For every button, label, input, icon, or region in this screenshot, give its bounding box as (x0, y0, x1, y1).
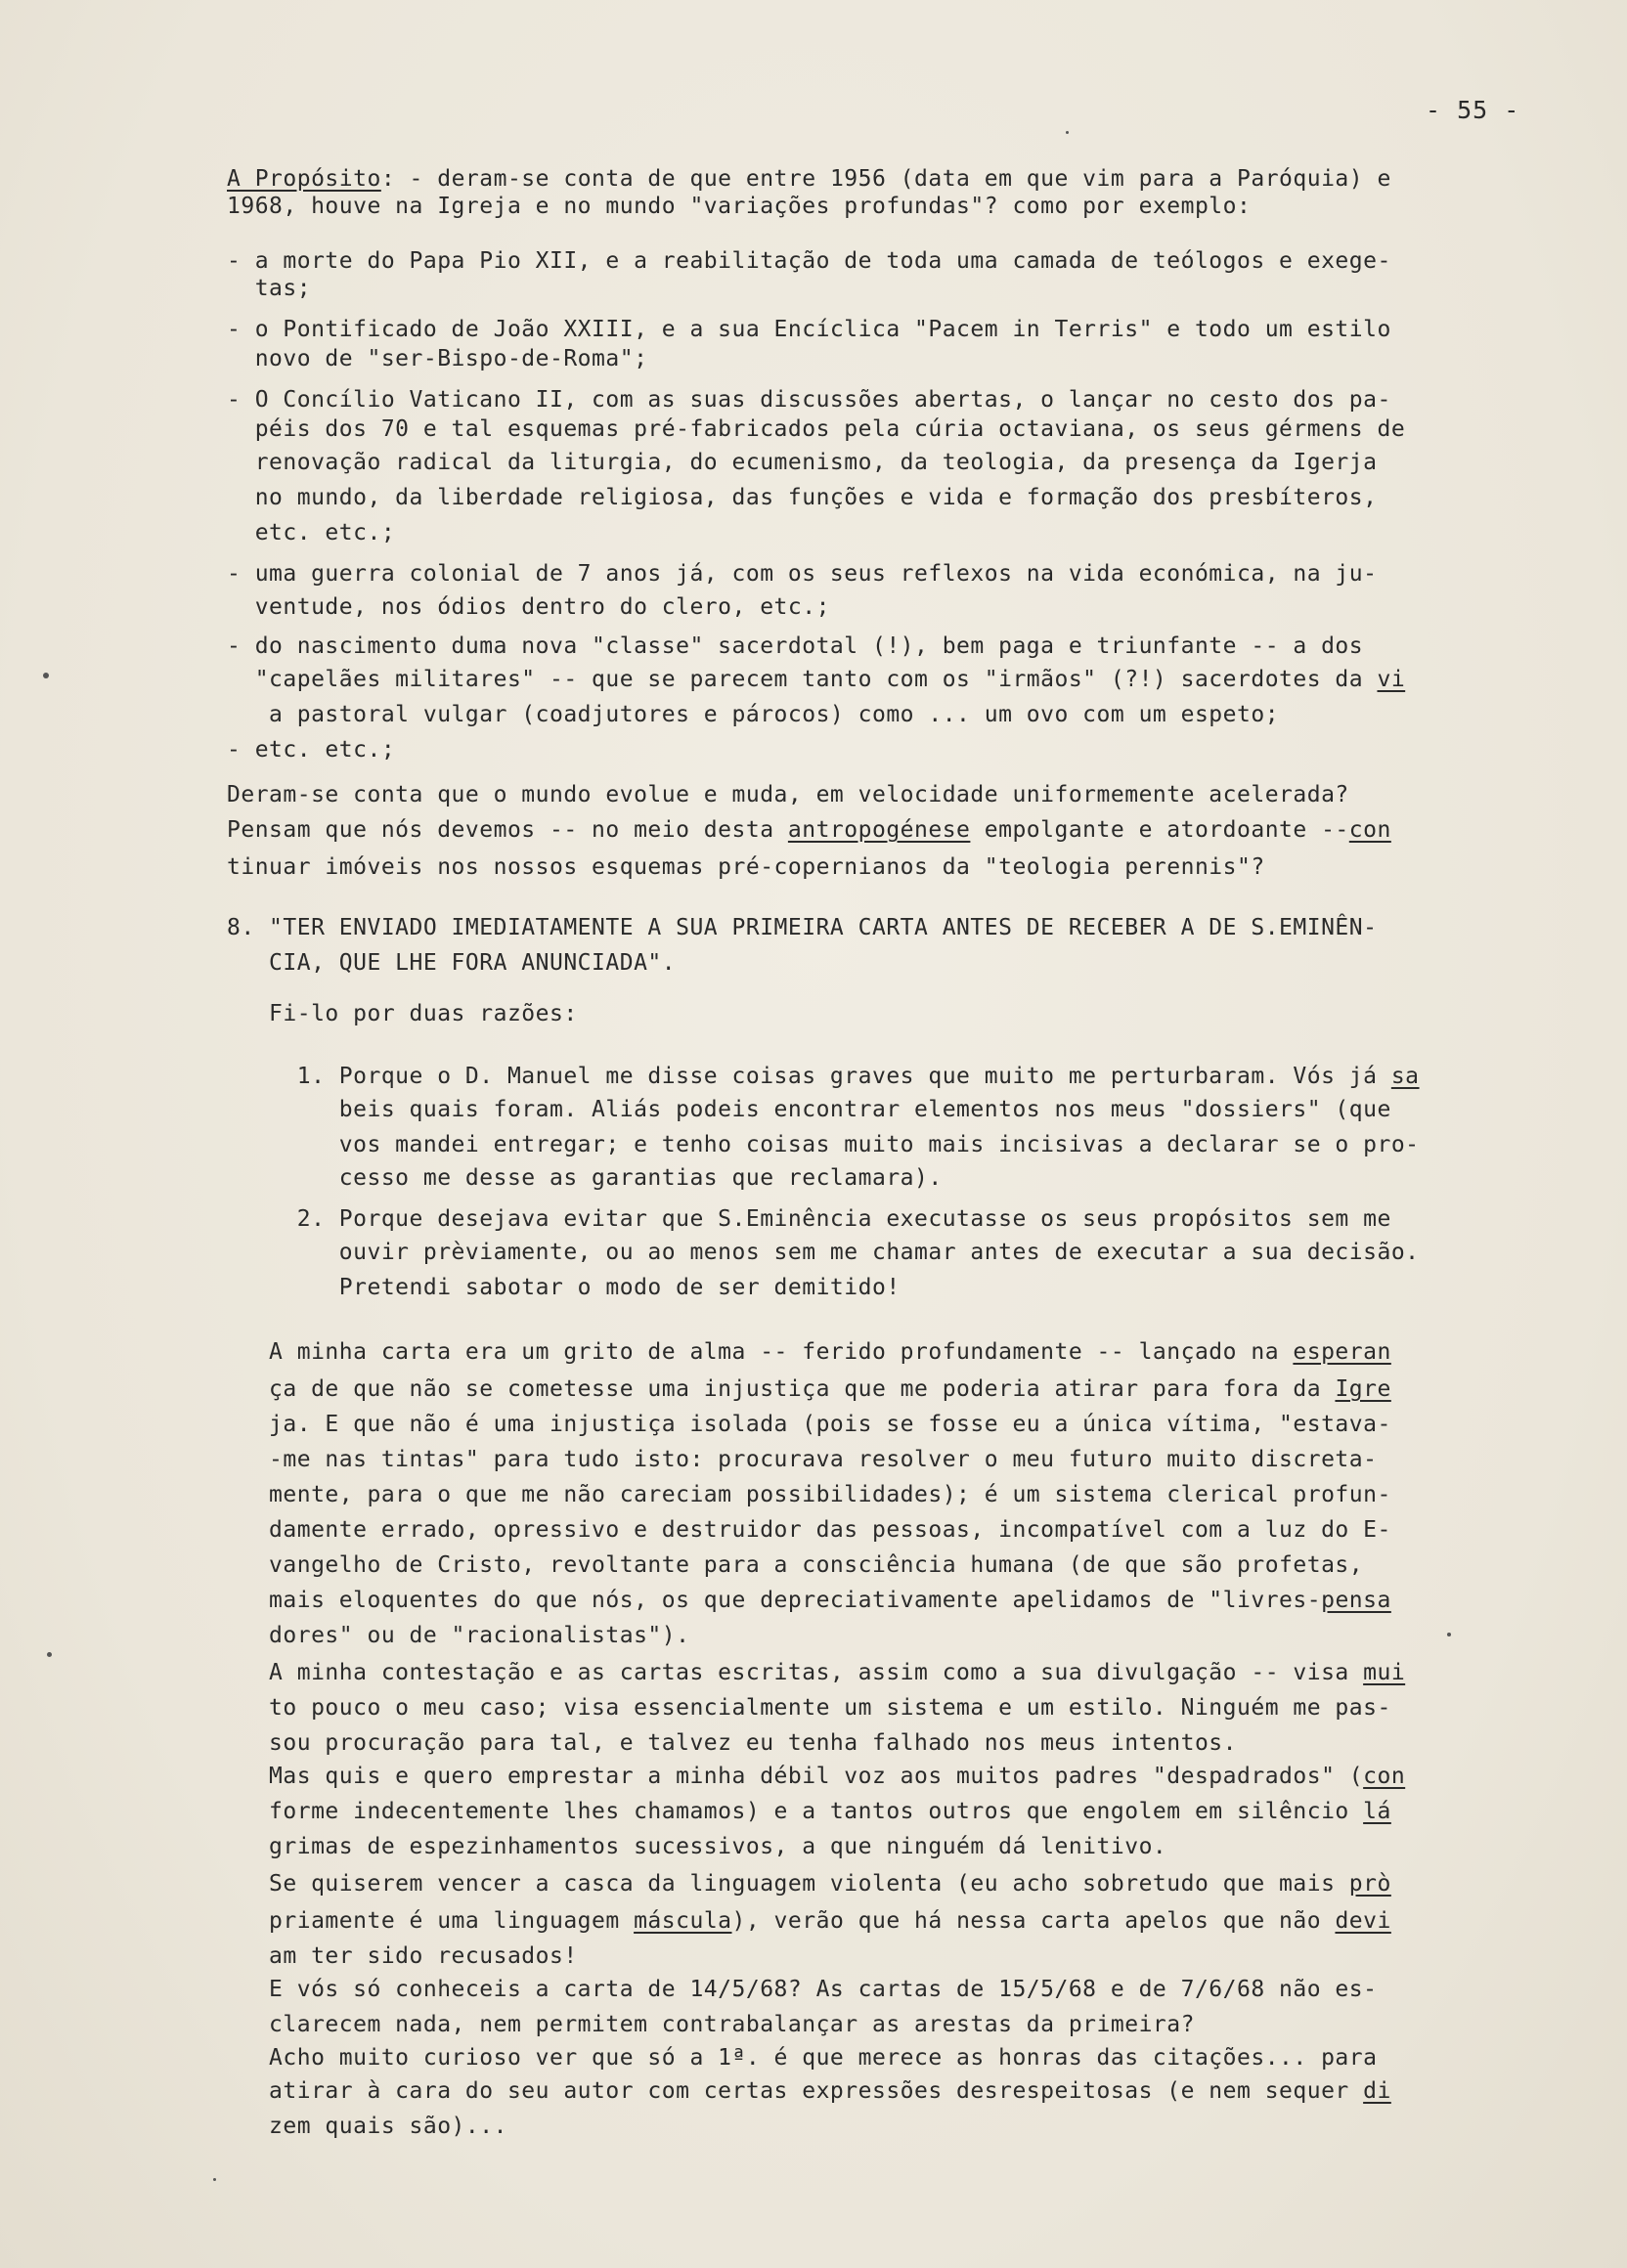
text-line (227, 819, 1391, 842)
text-segment: novo de "ser-Bispo-de-Roma"; (227, 346, 648, 371)
text-line (227, 739, 395, 762)
text-segment: - uma guerra colonial de 7 anos já, com os seus reflexos na vida económica, na ju- (227, 561, 1378, 587)
text-segment: Mas quis e quero emprestar a minha débil voz aos muitos padres "despadrados" ( (227, 1764, 1364, 1789)
text-line (227, 2080, 1391, 2103)
text-line (227, 1697, 1391, 1720)
paper-speck (47, 1652, 52, 1657)
text-segment: beis quais foram. Aliás podeis encontrar elementos nos meus "dossiers" (que (227, 1097, 1391, 1122)
underlined-text: prò (1348, 1871, 1391, 1897)
text-line (227, 1625, 689, 1647)
underlined-text: máscula (634, 1908, 732, 1934)
underlined-text: di (1363, 2078, 1391, 2104)
text-line (227, 856, 1265, 879)
text-segment: péis dos 70 e tal esquemas pré-fabricados pela cúria octaviana, os seus gérmens de (227, 416, 1406, 442)
text-segment: etc. etc.; (227, 520, 396, 545)
text-line (227, 1066, 1420, 1088)
text-segment: ja. E que não é uma injustiça isolada (pois se fosse eu a única vítima, "estava- (227, 1412, 1391, 1437)
text-segment: ça de que não se cometesse uma injustiça que me poderia atirar para fora da (227, 1376, 1336, 1402)
text-segment: zem quais são)... (227, 2114, 507, 2139)
text-line (227, 1277, 901, 1299)
text-segment: cesso me desse as garantias que reclamara). (227, 1165, 943, 1191)
text-segment: vangelho de Cristo, revoltante para a consciência humana (de que são profetas, (227, 1552, 1364, 1578)
text-segment: - O Concílio Vaticano II, com as suas discussões abertas, o lançar no cesto dos pa- (227, 387, 1391, 413)
text-line (227, 1732, 1237, 1755)
underlined-text: devi (1335, 1908, 1391, 1934)
text-line (227, 1378, 1391, 1401)
text-segment: Pensam que nós devemos -- no meio desta (227, 817, 788, 843)
text-line (227, 2014, 1195, 2036)
text-line (227, 784, 1349, 807)
text-line (227, 952, 676, 975)
text-line (227, 2115, 507, 2138)
text-line (227, 1242, 1420, 1264)
text-line (227, 250, 1391, 273)
text-line (227, 1519, 1391, 1542)
text-segment: 1. Porque o D. Manuel me disse coisas graves que muito me perturbaram. Vós já (227, 1064, 1391, 1089)
text-segment: -me nas tintas" para tudo isto: procurava resolver o meu futuro muito discreta- (227, 1447, 1378, 1472)
text-segment: - etc. etc.; (227, 737, 396, 763)
text-line (227, 1979, 1377, 2001)
text-line (227, 452, 1377, 474)
text-segment: ventude, nos ódios dentro do clero, etc.; (227, 594, 830, 620)
paper-speck (213, 2178, 216, 2181)
text-segment: Fi-lo por duas razões: (227, 1001, 578, 1026)
text-line (227, 1590, 1391, 1612)
underlined-text: esperan (1293, 1339, 1391, 1365)
text-segment: priamente é uma linguagem (227, 1908, 635, 1934)
text-segment: Se quiserem vencer a casca da linguagem violenta (eu acho sobretudo que mais (227, 1871, 1349, 1897)
text-segment: am ter sido recusados! (227, 1943, 578, 1969)
text-segment: mente, para o que me não careciam possibilidades); é um sistema clerical profun- (227, 1482, 1391, 1507)
text-segment: atirar à cara do seu autor com certas expressões desrespeitosas (e nem sequer (227, 2078, 1364, 2104)
text-line (227, 1167, 943, 1190)
text-segment: Deram-se conta que o mundo evolue e muda, em velocidade uniformemente acelerada? (227, 782, 1349, 807)
text-line (227, 389, 1391, 412)
underlined-text: vi (1377, 667, 1406, 692)
underlined-text: lá (1363, 1799, 1391, 1824)
text-segment: 1968, houve na Igreja e no mundo "variações profundas"? como por exemplo: (227, 194, 1252, 219)
text-line (227, 1910, 1391, 1933)
text-segment: clarecem nada, nem permitem contrabalançar as arestas da primeira? (227, 2012, 1195, 2037)
text-line (227, 1003, 578, 1025)
text-segment: 2. Porque desejava evitar que S.Eminência executasse os seus propósitos sem me (227, 1206, 1391, 1232)
underlined-text: antropogénese (787, 817, 971, 843)
text-line (227, 487, 1377, 509)
text-segment: "capelães militares" -- que se parecem tanto com os "irmãos" (?!) sacerdotes da (227, 667, 1378, 692)
text-segment: E vós só conheceis a carta de 14/5/68? As cartas de 15/5/68 e de 7/6/68 não es- (227, 1977, 1378, 2002)
text-line (227, 1836, 1166, 1858)
paper-speck (1447, 1633, 1451, 1636)
text-line (227, 1945, 578, 1968)
text-segment: A minha contestação e as cartas escritas, assim como a sua divulgação -- visa (227, 1660, 1364, 1685)
text-line (227, 1414, 1391, 1436)
text-line (227, 1341, 1391, 1364)
text-line (227, 348, 647, 371)
text-segment: dores" ou de "racionalistas"). (227, 1623, 690, 1648)
text-segment: tinuar imóveis nos nossos esquemas pré-copernianos da "teologia perennis"? (227, 854, 1265, 880)
paper-speck (1066, 131, 1069, 134)
text-line (227, 2047, 1377, 2070)
underlined-text: con (1363, 1764, 1406, 1789)
text-segment: mais eloquentes do que nós, os que depreciativamente apelidamos de "livres- (227, 1588, 1322, 1613)
text-line (227, 1208, 1391, 1231)
text-segment: vos mandei entregar; e tenho coisas muito mais incisivas a declarar se o pro- (227, 1132, 1420, 1157)
text-segment: Acho muito curioso ver que só a 1ª. é que merece as honras das citações... para (227, 2045, 1378, 2071)
page-number: - 55 - (1426, 96, 1520, 124)
underlined-text: sa (1390, 1064, 1420, 1089)
text-segment: 8. "TER ENVIADO IMEDIATAMENTE A SUA PRIMEIRA CARTA ANTES DE RECEBER A DE S.EMINÊN- (227, 915, 1378, 940)
text-segment: renovação radical da liturgia, do ecumenismo, da teologia, da presença da Igerja (227, 450, 1378, 475)
text-segment: ouvir prèviamente, ou ao menos sem me chamar antes de executar a sua decisão. (227, 1240, 1420, 1265)
text-segment: Pretendi sabotar o modo de ser demitido! (227, 1275, 901, 1300)
text-line (227, 669, 1405, 691)
text-line (227, 278, 311, 300)
text-line (227, 635, 1363, 658)
text-line (227, 1484, 1391, 1506)
underlined-text: con (1348, 817, 1391, 843)
text-line (227, 1801, 1391, 1823)
text-segment: - o Pontificado de João XXIII, e a sua Encíclica "Pacem in Terris" e todo um estilo (227, 317, 1391, 342)
text-segment: sou procuração para tal, e talvez eu tenha falhado nos meus intentos. (227, 1730, 1237, 1756)
text-segment: ), verão que há nessa carta apelos que não (731, 1908, 1336, 1934)
text-line (227, 319, 1391, 341)
text-segment: to pouco o meu caso; visa essencialmente um sistema e um estilo. Ninguém me pas- (227, 1695, 1391, 1721)
text-segment: damente errado, opressivo e destruidor das pessoas, incompatível com a luz do E- (227, 1517, 1391, 1543)
text-line (227, 563, 1377, 586)
text-segment: : - deram-se conta de que entre 1956 (data em que vim para a Paróquia) e (380, 166, 1391, 192)
text-line (227, 522, 395, 545)
underlined-text: A Propósito (227, 166, 381, 192)
text-line (227, 596, 830, 619)
text-segment: no mundo, da liberdade religiosa, das funções e vida e formação dos presbíteros, (227, 485, 1378, 510)
text-line (227, 168, 1391, 191)
underlined-text: pensa (1321, 1588, 1391, 1613)
paper-speck (43, 673, 49, 678)
text-segment: A minha carta era um grito de alma -- ferido profundamente -- lançado na (227, 1339, 1294, 1365)
text-line (227, 917, 1377, 939)
text-segment: - a morte do Papa Pio XII, e a reabilitação de toda uma camada de teólogos e exege- (227, 248, 1391, 274)
text-line (227, 418, 1405, 441)
text-line (227, 1134, 1420, 1156)
text-line (227, 704, 1279, 726)
text-line (227, 1873, 1391, 1896)
text-line (227, 1554, 1363, 1577)
underlined-text: Igre (1335, 1376, 1391, 1402)
text-line (227, 1662, 1405, 1684)
text-segment: empolgante e atordoante -- (970, 817, 1349, 843)
text-segment: grimas de espezinhamentos sucessivos, a que ninguém dá lenitivo. (227, 1834, 1167, 1859)
text-segment: CIA, QUE LHE FORA ANUNCIADA". (227, 950, 677, 976)
text-segment: forme indecentemente lhes chamamos) e a tantos outros que engolem em silêncio (227, 1799, 1364, 1824)
text-segment: a pastoral vulgar (coadjutores e párocos) como ... um ovo com um espeto; (227, 702, 1280, 727)
text-segment: tas; (227, 276, 312, 301)
text-line (227, 1766, 1405, 1788)
text-line (227, 1099, 1391, 1121)
text-segment: - do nascimento duma nova "classe" sacerdotal (!), bem paga e triunfante -- a dos (227, 633, 1364, 659)
text-line (227, 1449, 1377, 1471)
text-line (227, 196, 1251, 218)
underlined-text: mui (1363, 1660, 1406, 1685)
